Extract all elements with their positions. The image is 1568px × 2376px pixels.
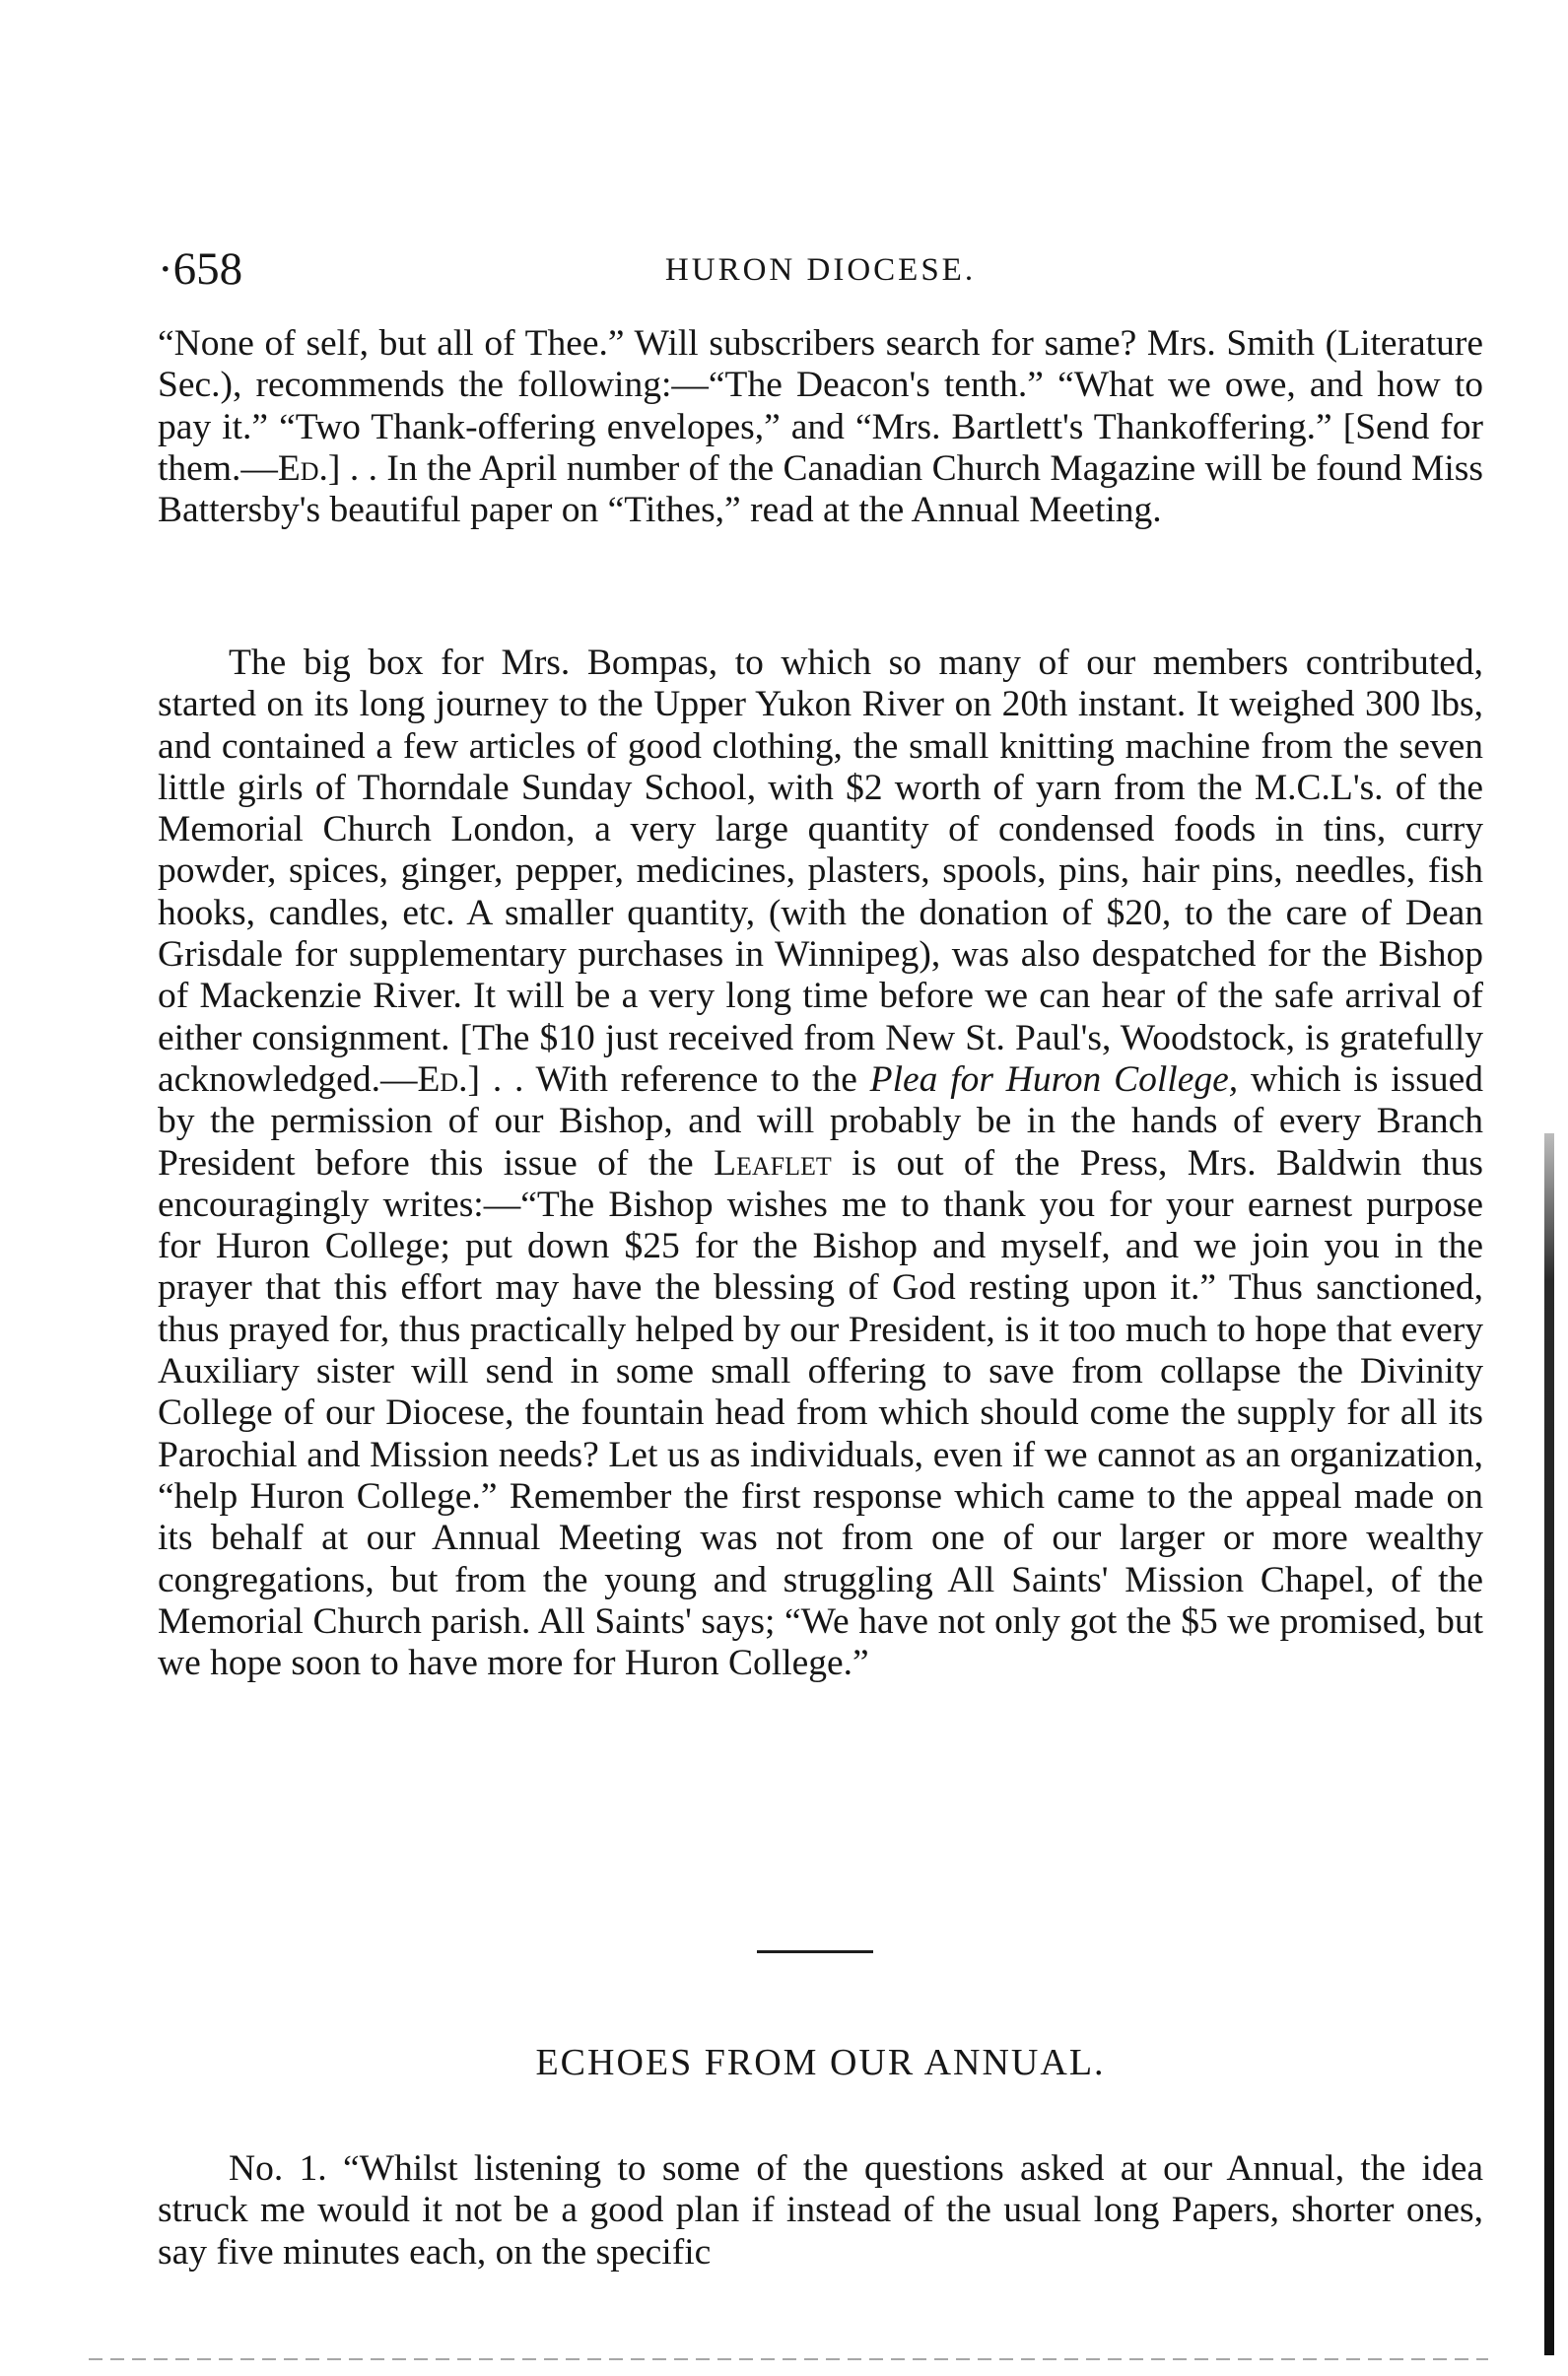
publication-title: Plea for Huron College, bbox=[869, 1058, 1239, 1100]
paragraph-text bbox=[158, 323, 1483, 531]
text-run: ] . . With reference to the bbox=[467, 1058, 870, 1100]
paragraph-text bbox=[158, 643, 1483, 1684]
page-number: ·658 bbox=[158, 243, 243, 295]
text-run: The big box for Mrs. Bompas, to which so many of our members contributed, started on its long journey to the Upper Yukon River on 20th instant. It weighed 300 lbs, and contained a few articles of good clothing, the small knitting machine from the seven little girls of Thorndale Sunday School, with $2 worth of yarn from the M.C.L's. of the Memorial Church London, a very large quantity of condensed foods in tins, curry powder, spices, ginger, pepper, medicines, plasters, spools, pins, hair pins, needles, fish hooks, candles, etc. A smaller quantity, (with the donation of $20, to the care of Dean Grisdale for supplementary purchases in Winnipeg), was also despatched for the Bishop of Mackenzie River. It will be a very long time before we can hear of the safe arrival of either consignment. [The $10 just received from New St. Paul's, Woodstock, is gratefully acknowledged.— bbox=[158, 643, 1483, 1100]
text-run: No. 1. “Whilst listening to some of the questions asked at our Annual, the idea struck me would it not be a good plan if instead of the usual long Papers, shorter ones, say five minutes each, on the specific bbox=[158, 2148, 1483, 2273]
paragraph-bompas-box bbox=[158, 643, 1483, 1684]
running-head: HURON DIOCESE. bbox=[664, 252, 977, 288]
paragraph-text bbox=[158, 2148, 1483, 2274]
section-heading: ECHOES FROM OUR ANNUAL. bbox=[535, 2042, 1106, 2083]
page-edge-shadow bbox=[1544, 1133, 1554, 2355]
page-header bbox=[158, 244, 1483, 294]
text-run: is out of the Press, Mrs. Baldwin thus encouragingly writes:—“The Bishop wishes me to thank you for your earnest purpose for Huron College; put down $25 for the Bishop and myself, and we join you in the prayer that this effort may have the blessing of God resting upon it.” Thus sanctioned, thus prayed for, thus practically helped by our President, is it too much to hope that every Auxiliary sister will send in some small offering to save from collapse the Divinity College of our Diocese, the fountain head from which should come the supply for all its Parochial and Mission needs? Let us as individuals, even if we cannot as an organization, “help Huron College.” Remember the first response which came to the appeal made on its behalf at our Annual Meeting was not from one of our larger or more wealthy congregations, but from the young and struggling All Saints' Mission Chapel, of the Memorial Church parish. All Saints' says; “We have not only got the $5 we promised, but we hope soon to have more for Huron College.” bbox=[158, 1142, 1484, 1684]
leaflet-name: Leaflet bbox=[714, 1142, 832, 1184]
text-run: “None of self, but all of Thee.” Will subscribers search for same? Mrs. Smith (Literature Sec.), recommends the following:—“The Deacon's tenth.” “What we owe, and how to pay it.” “Two Thank-offering envelopes,” and “Mrs. Bartlett's Thankoffering.” [Send for them.— bbox=[158, 323, 1483, 489]
editor-abbreviation: Ed. bbox=[417, 1058, 468, 1100]
text-run: ] . . In the April number of the Canadian Church Magazine will be found Miss Battersby's beautiful paper on “Tithes,” read at the Annual Meeting. bbox=[158, 447, 1483, 531]
page-bottom-edge bbox=[89, 2358, 1488, 2360]
paragraph-subscriptions bbox=[158, 323, 1483, 531]
paragraph-echoes bbox=[158, 2148, 1483, 2274]
section-divider bbox=[757, 1950, 873, 1953]
editor-abbreviation: Ed. bbox=[277, 447, 328, 489]
text-run: which is issued by the permission of our Bishop, and will probably be in the hands of every Branch President before this issue of the bbox=[158, 1058, 1483, 1184]
